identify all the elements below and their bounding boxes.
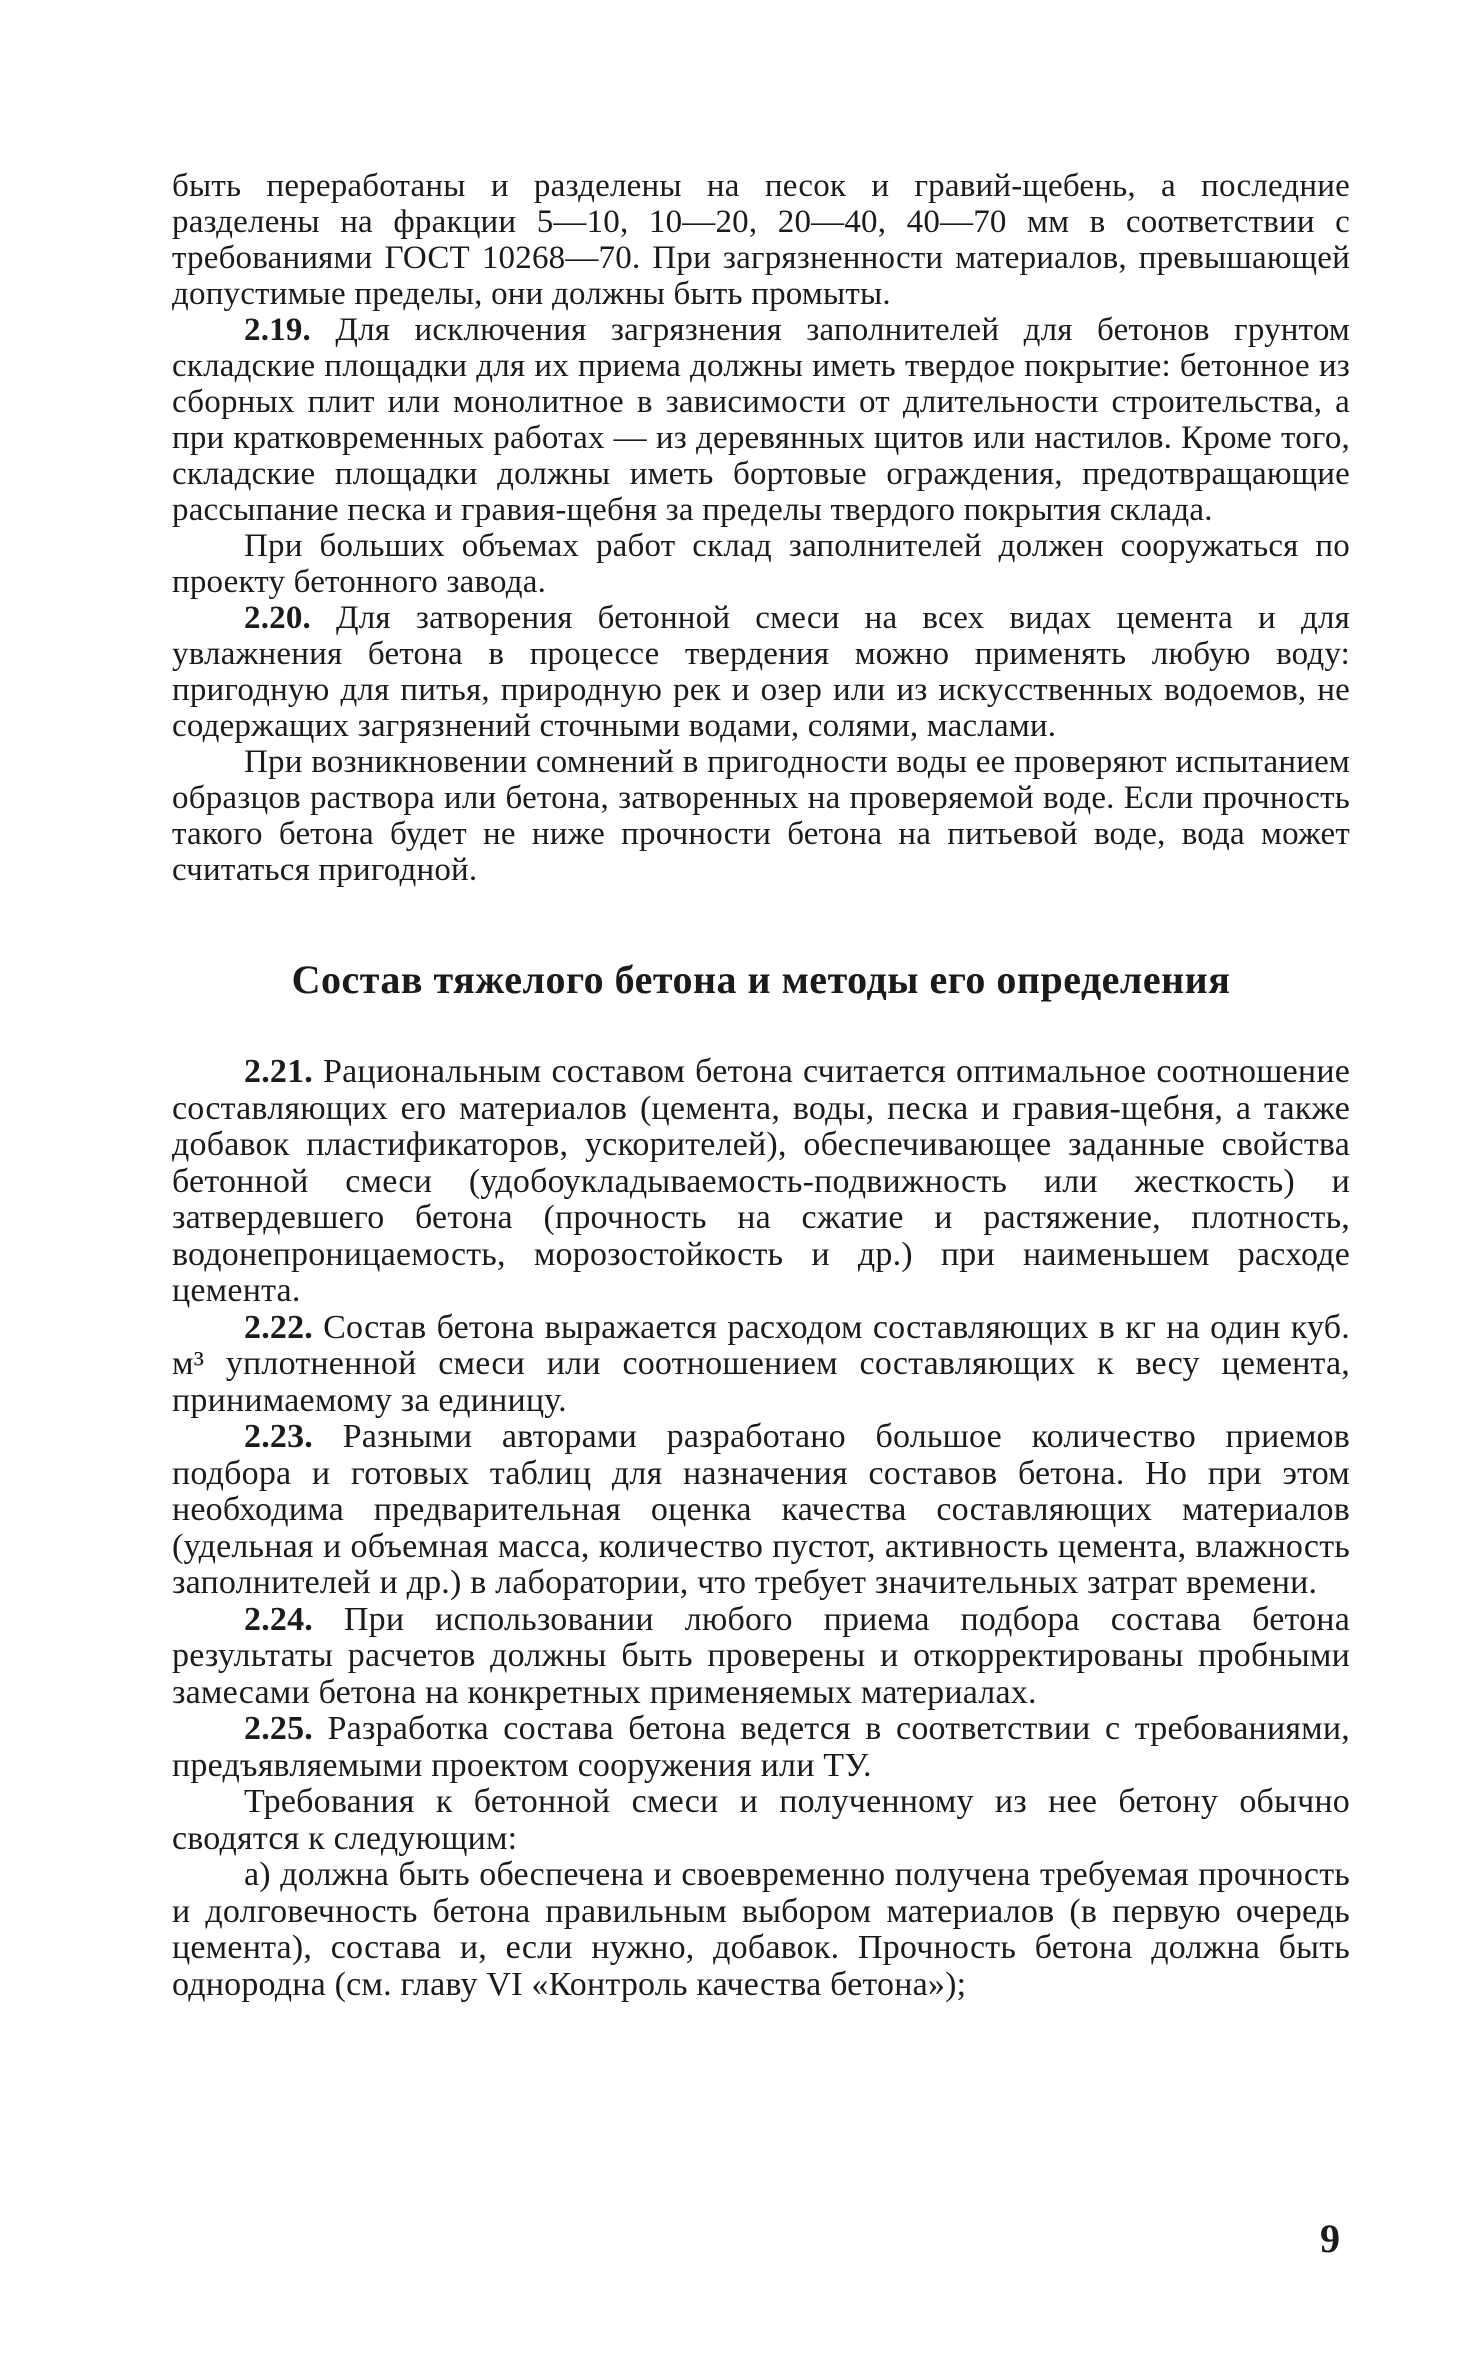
paragraph-2-21 xyxy=(172,1054,1350,1310)
clause-number: 2.21. xyxy=(244,1053,313,1090)
clause-number: 2.19. xyxy=(244,312,311,348)
clause-number: 2.25. xyxy=(244,1710,313,1747)
page-number: 9 xyxy=(1320,2216,1340,2261)
paragraph-text: Разными авторами разработано большое количество приемов подбора и готовых таблиц для назначения составов бетона. Но при этом необходима предварительная оценка качества составляющих материалов (удельная и объемная масса, количество пустот, активность цемента, влажность заполнителей и др.) в лаборатории, что требует значительных затрат времени. xyxy=(172,1418,1350,1601)
paragraph-text: а) должна быть обеспечена и своевременно получена требуемая прочность и долговечность бетона правильным выбором материалов (в первую очередь цемента), состава и, если нужно, добавок. Прочность бетона должна быть однородна (см. главу VI «Контроль качества бетона»); xyxy=(172,1856,1350,2003)
paragraph-requirements xyxy=(172,1784,1350,1857)
paragraph-text: Для затворения бетонной смеси на всех видах цемента и для увлажнения бетона в процессе твердения можно применять любую воду: пригодную для питья, природную рек и озер или из искусственных водоемов, не содержащих загрязнений сточными водами, солями, маслами. xyxy=(172,600,1350,744)
paragraph-text: Состав бетона выражается расходом составляющих в кг на один куб. м³ уплотненной смеси или соотношением составляющих к весу цемента, принимаемому за единицу. xyxy=(172,1308,1350,1419)
paragraph-2-19-continued xyxy=(172,528,1350,600)
paragraph-continuation xyxy=(172,168,1350,312)
paragraph-text: При использовании любого приема подбора состава бетона результаты расчетов должны быть проверены и откорректированы пробными замесами бетона на конкретных применяемых материалах. xyxy=(172,1600,1350,1711)
clause-number: 2.20. xyxy=(244,600,311,636)
paragraph-text: При больших объемах работ склад заполнителей должен сооружаться по проекту бетонного завода. xyxy=(172,528,1350,600)
paragraph-2-23 xyxy=(172,1419,1350,1602)
clause-number: 2.22. xyxy=(244,1308,313,1346)
paragraph-text: Для исключения загрязнения заполнителей для бетонов грунтом складские площадки для их приема должны иметь твердое покрытие: бетонное из сборных плит или монолитное в зависимости от длительности строительства, а при кратковременных работах — из деревянных щитов или настилов. Кроме того, складские площадки должны иметь бортовые ограждения, предотвращающие рассыпание песка и гравия-щебня за пределы твердого покрытия склада. xyxy=(172,312,1350,528)
paragraph-2-24 xyxy=(172,1602,1350,1712)
paragraph-text: быть переработаны и разделены на песок и гравий-щебень, а последние разделены на фракции 5—10, 10—20, 20—40, 40—70 мм в соответствии с требованиями ГОСТ 10268—70. При загрязненности материалов, превышающей допустимые пределы, они должны быть промыты. xyxy=(172,168,1350,312)
document-page xyxy=(172,168,1350,2003)
clause-number: 2.24. xyxy=(244,1600,313,1638)
paragraph-2-25 xyxy=(172,1711,1350,1784)
paragraph-2-22 xyxy=(172,1310,1350,1420)
top-text-block xyxy=(172,168,1350,888)
paragraph-text: Разработка состава бетона ведется в соответствии с требованиями, предъявляемыми проектом сооружения или ТУ. xyxy=(172,1710,1350,1784)
section-text-block xyxy=(172,1054,1350,2003)
clause-number: 2.23. xyxy=(244,1418,313,1455)
paragraph-2-20-continued xyxy=(172,744,1350,888)
paragraph-requirement-a xyxy=(172,1857,1350,2003)
paragraph-2-20 xyxy=(172,600,1350,744)
paragraph-text: Требования к бетонной смеси и полученному из нее бетону обычно сводятся к следующим: xyxy=(172,1783,1350,1857)
paragraph-text: При возникновении сомнений в пригодности воды ее проверяют испытанием образцов раствора или бетона, затворенных на проверяемой воде. Если прочность такого бетона будет не ниже прочности бетона на питьевой воде, вода может считаться пригодной. xyxy=(172,744,1350,888)
paragraph-text: Рациональным составом бетона считается оптимальное соотношение составляющих его материалов (цемента, воды, песка и гравия-щебня, а также добавок пластификаторов, ускорителей), обеспечивающее заданные свойства бетонной смеси (удобоукладываемость-подвижность или жесткость) и затвердевшего бетона (прочность на сжатие и растяжение, плотность, водонепроницаемость, морозостойкость и др.) при наименьшем расходе цемента. xyxy=(172,1053,1350,1309)
paragraph-2-19 xyxy=(172,312,1350,528)
section-heading: Состав тяжелого бетона и методы его определения xyxy=(291,957,1231,1002)
